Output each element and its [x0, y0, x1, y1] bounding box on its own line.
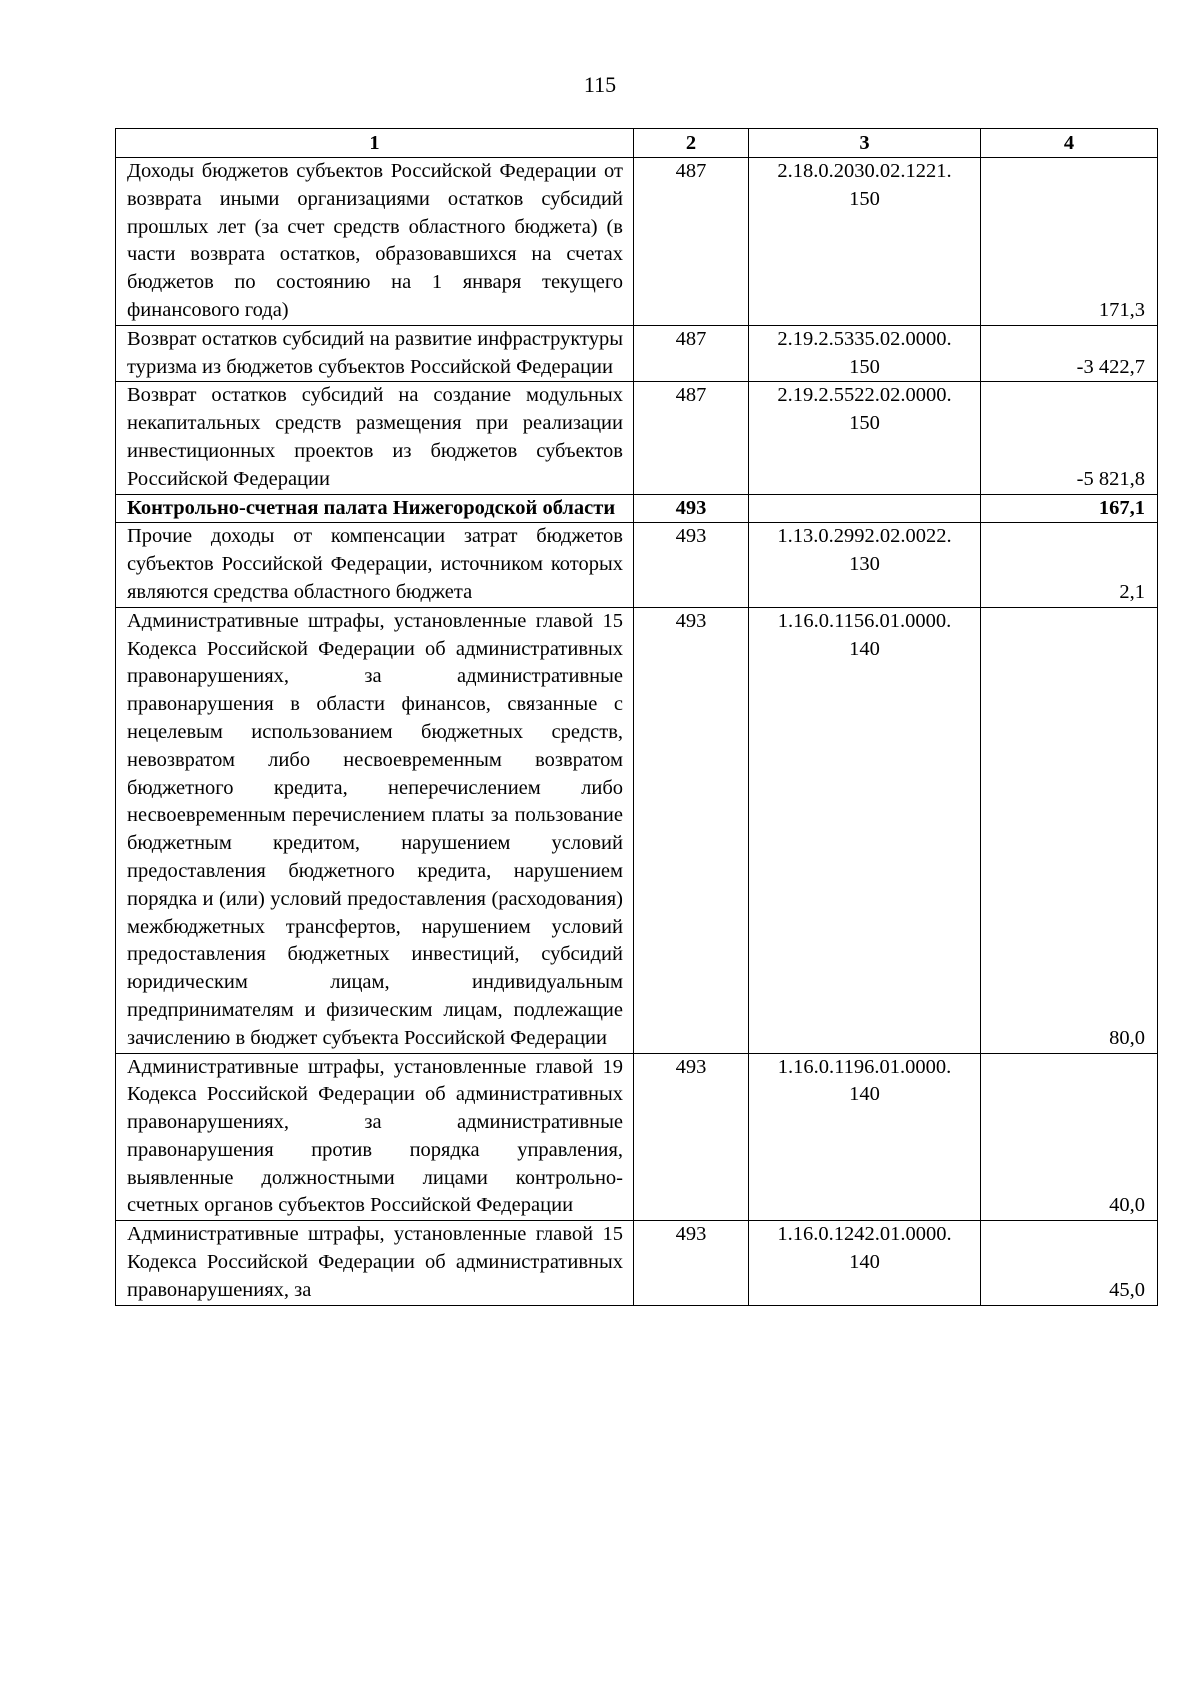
- budget-code-line-1: 1.16.0.1156.01.0000.: [777, 609, 952, 632]
- row-description: Контрольно-счетная палата Нижегородской области: [116, 494, 634, 523]
- row-amount: 45,0: [981, 1221, 1158, 1305]
- table-row: [116, 523, 1158, 607]
- table-body: [116, 158, 1158, 1306]
- row-budget-code: [749, 382, 981, 494]
- budget-code-line-1: 1.13.0.2992.02.0022.: [777, 525, 952, 548]
- budget-code-line-2: 140: [849, 1083, 880, 1106]
- row-admin-code: 493: [634, 1221, 749, 1305]
- budget-code-line-1: 2.18.0.2030.02.1221.: [777, 160, 952, 182]
- table-row: [116, 325, 1158, 382]
- row-admin-code: 487: [634, 158, 749, 326]
- page-number: 115: [583, 72, 617, 97]
- column-header-2: 2: [634, 129, 749, 158]
- row-admin-code: 493: [634, 1053, 749, 1221]
- row-amount: -3 422,7: [981, 325, 1158, 382]
- row-description: Прочие доходы от компенсации затрат бюджетов субъектов Российской Федерации, источником которых являются средства областного бюджета: [116, 523, 634, 607]
- row-description: Административные штрафы, установленные главой 19 Кодекса Российской Федерации об административных правонарушениях, за административные правонарушения против порядка управления, выявленные должностными лицами контрольно-счетных органов субъектов Российской Федерации: [116, 1053, 634, 1221]
- column-header-1: 1: [116, 129, 634, 158]
- row-budget-code: [749, 1053, 981, 1221]
- row-description: Административные штрафы, установленные главой 15 Кодекса Российской Федерации об административных правонарушениях, за административные правонарушения в области финансов, связанные с нецелевым использованием бюджетных средств, невозвратом либо несвоевременным возвратом бюджетного кредита, неперечислением либо несвоевременным перечислением платы за пользование бюджетным кредитом, нарушением условий предоставления бюджетного кредита, нарушением порядка и (или) условий предоставления (расходования) межбюджетных трансфертов, нарушением условий предоставления бюджетных инвестиций, субсидий юридическим лицам, индивидуальным предпринимателям и физическим лицам, подлежащие зачислению в бюджет субъекта Российской Федерации: [116, 607, 634, 1053]
- table-row: [116, 1053, 1158, 1221]
- row-budget-code: [749, 494, 981, 523]
- row-description: Административные штрафы, установленные главой 15 Кодекса Российской Федерации об административных правонарушениях, за: [116, 1221, 634, 1305]
- row-budget-code: [749, 1221, 981, 1305]
- budget-code-line-1: 2.19.2.5522.02.0000.: [777, 384, 952, 407]
- row-amount: 2,1: [981, 523, 1158, 607]
- budget-code-line-1: 1.16.0.1242.01.0000.: [777, 1223, 952, 1246]
- row-description: Возврат остатков субсидий на создание модульных некапитальных средств размещения при реализации инвестиционных проектов из бюджетов субъектов Российской Федерации: [116, 382, 634, 494]
- row-admin-code: 493: [634, 523, 749, 607]
- budget-code-line-2: 150: [849, 412, 880, 435]
- budget-code-line-2: 150: [849, 187, 880, 210]
- row-budget-code: [749, 325, 981, 382]
- row-admin-code: 487: [634, 325, 749, 382]
- table-row: [116, 607, 1158, 1053]
- revenue-table: [115, 128, 1158, 1306]
- budget-code-line-1: 2.19.2.5335.02.0000.: [777, 327, 952, 350]
- row-admin-code: 493: [634, 494, 749, 523]
- row-budget-code: [749, 607, 981, 1053]
- row-admin-code: 493: [634, 607, 749, 1053]
- column-header-3: 3: [749, 129, 981, 158]
- row-description: Доходы бюджетов субъектов Российской Федерации от возврата иными организациями остатков субсидий прошлых лет (за счет средств областного бюджета) (в части возврата остатков, образовавшихся на счетах бюджетов по состоянию на 1 января текущего финансового года): [116, 158, 634, 326]
- budget-code-line-2: 150: [849, 355, 880, 378]
- row-amount: 171,3: [981, 158, 1158, 326]
- row-amount: 167,1: [981, 494, 1158, 523]
- budget-code-line-2: 140: [849, 637, 880, 660]
- row-amount: 80,0: [981, 607, 1158, 1053]
- budget-code-line-2: 130: [849, 553, 880, 576]
- row-description: Возврат остатков субсидий на развитие инфраструктуры туризма из бюджетов субъектов Российской Федерации: [116, 325, 634, 382]
- budget-code-line-1: 1.16.0.1196.01.0000.: [777, 1055, 952, 1078]
- table-row: [116, 494, 1158, 523]
- row-budget-code: [749, 158, 981, 326]
- table-header-row: [116, 129, 1158, 158]
- row-amount: -5 821,8: [981, 382, 1158, 494]
- column-header-4: 4: [981, 129, 1158, 158]
- row-budget-code: [749, 523, 981, 607]
- row-amount: 40,0: [981, 1053, 1158, 1221]
- row-admin-code: 487: [634, 382, 749, 494]
- table-row: [116, 1221, 1158, 1305]
- table-row: [116, 382, 1158, 494]
- budget-code-line-2: 140: [849, 1251, 880, 1274]
- table-row: [116, 158, 1158, 326]
